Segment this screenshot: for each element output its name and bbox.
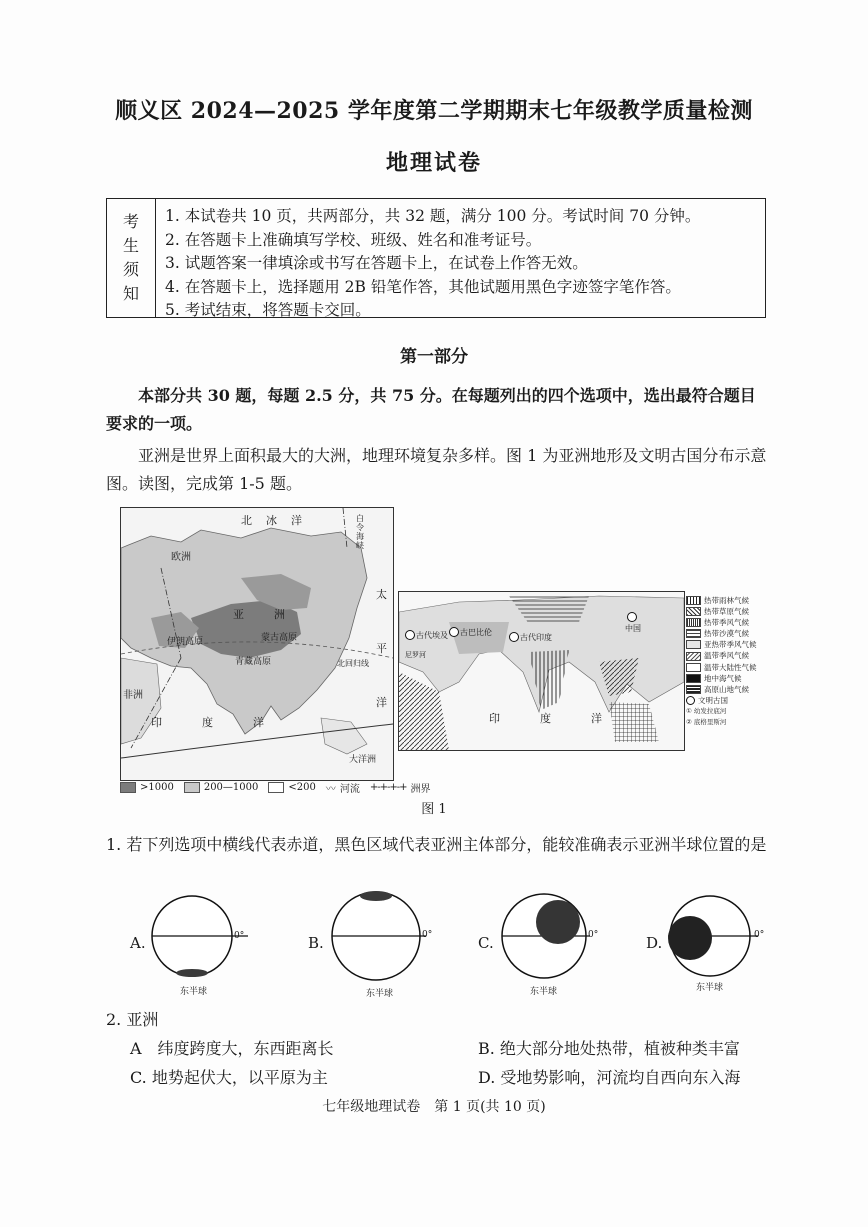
legend-swatch-low — [268, 782, 284, 793]
legend-swatch — [686, 596, 701, 605]
option-label: D. — [646, 934, 663, 952]
map-label-nile: 尼罗河 — [405, 651, 426, 659]
map-label-char: 平 — [376, 642, 387, 655]
legend-row — [686, 695, 776, 706]
question-2-option-c[interactable]: C. 地势起伏大，以平原为主 — [130, 1068, 328, 1087]
map-label-char: 洲 — [274, 608, 315, 621]
equator-degree-label: 0° — [234, 931, 245, 941]
globe-icon — [330, 890, 433, 984]
legend-swatch — [686, 607, 701, 616]
notice-heading-char: 知 — [122, 284, 139, 303]
legend-swatch — [686, 685, 701, 694]
map-label-char: 北 — [241, 514, 266, 527]
legend-label: ② 底格里斯河 — [686, 718, 727, 727]
map-label-char: 亚 — [233, 608, 274, 621]
legend-label: 洲界 — [410, 784, 431, 795]
equator-degree-label: 0° — [754, 930, 765, 940]
civilization-marker-icon — [627, 612, 637, 622]
legend-swatch — [686, 640, 701, 649]
legend-row — [686, 606, 776, 617]
map-label-oceania: 大洋洲 — [349, 755, 377, 765]
question-2-stem: 2. 亚洲 — [106, 1010, 159, 1029]
question-2-option-a[interactable]: A 纬度跨度大，东西距离长 — [130, 1039, 334, 1058]
asia-terrain-svg — [121, 508, 393, 780]
map-label-tropic-of-cancer: 北回归线 — [337, 659, 369, 668]
climate-map-svg — [399, 592, 684, 750]
map-label-char: 度 — [202, 716, 253, 729]
globe-icon — [666, 894, 766, 984]
map-label-char: 度 — [540, 712, 591, 725]
map-label-indian-ocean-right — [489, 710, 642, 726]
legend-row — [686, 595, 776, 606]
equator-degree-label: 0° — [422, 930, 433, 940]
legend-label: 温带大陆性气候 — [704, 662, 757, 672]
map-label-char: 印 — [151, 716, 202, 729]
map-label-asia — [233, 606, 315, 622]
notice-heading-char: 考 — [122, 212, 139, 231]
hemisphere-label: 东半球 — [696, 983, 724, 993]
legend-row — [686, 717, 776, 728]
legend-row — [686, 662, 776, 673]
hemisphere-label: 东半球 — [366, 989, 394, 999]
climate-legend — [686, 595, 776, 728]
map-label-ancient-india: 古代印度 — [520, 633, 552, 642]
legend-label: 亚热带季风气候 — [704, 640, 757, 650]
map-label-africa: 非洲 — [123, 690, 143, 701]
map-label-char: 太 — [376, 588, 387, 601]
map-label-ancient-babylon: 古巴比伦 — [460, 628, 492, 637]
river-icon: 〰 — [325, 784, 336, 795]
notice-heading-char: 须 — [122, 260, 139, 279]
legend-label: 热带草原气候 — [704, 607, 749, 617]
asia-terrain-map — [120, 507, 394, 781]
climate-civilization-map — [398, 591, 685, 751]
map-label-tibetan-plateau: 青藏高原 — [235, 657, 272, 667]
legend-label: 文明古国 — [698, 695, 728, 705]
notice-item: 4. 在答题卡上，选择题用 2B 铅笔作答，其他试题用黑色字迹签字笔作答。 — [165, 277, 681, 296]
equator-degree-label: 0° — [588, 930, 599, 940]
map-label-pacific-ocean — [376, 568, 390, 730]
legend-label: 地中海气候 — [704, 673, 742, 683]
map-label-char: 洋 — [376, 696, 387, 709]
map-label-indian-ocean — [151, 714, 304, 730]
legend-row — [686, 706, 776, 717]
terrain-legend — [120, 780, 431, 795]
option-label: A. — [130, 934, 146, 952]
question-1-stem: 1. 若下列选项中横线代表赤道，黑色区域代表亚洲主体部分，能较准确表示亚洲半球位置的是 — [106, 835, 767, 854]
legend-label: 热带沙漠气候 — [704, 629, 749, 639]
legend-label: 河流 — [339, 784, 360, 795]
legend-label: 高原山地气候 — [704, 684, 749, 694]
legend-row — [686, 673, 776, 684]
page-footer: 七年级地理试卷 第 1 页(共 10 页) — [322, 1099, 546, 1115]
legend-label: >1000 — [140, 782, 174, 793]
legend-swatch — [686, 629, 701, 638]
legend-swatch — [686, 674, 701, 683]
page-subtitle: 地理试卷 — [385, 150, 482, 176]
notice-item: 1. 本试卷共 10 页，共两部分，共 32 题，满分 100 分。考试时间 70 分钟。 — [165, 207, 701, 225]
continent-boundary-icon: +-+-+-+ — [369, 782, 407, 793]
question-2-option-b[interactable]: B. 绝大部分地处热带，植被种类丰富 — [478, 1039, 740, 1058]
map-label-bering-strait: 白令海峡 — [356, 514, 364, 550]
question-1-option-c[interactable] — [478, 892, 608, 997]
legend-label: 热带季风气候 — [704, 618, 749, 628]
legend-swatch — [686, 618, 701, 627]
map-label-europe: 欧洲 — [171, 552, 191, 563]
legend-label: ① 幼发拉底河 — [686, 706, 727, 715]
option-label: C. — [478, 934, 494, 952]
notice-heading — [107, 199, 156, 317]
map-label-arctic-ocean — [241, 512, 316, 528]
map-label-ancient-egypt: 古代埃及 — [416, 631, 448, 640]
legend-row — [686, 617, 776, 628]
notice-heading-char: 生 — [122, 236, 139, 255]
legend-row — [686, 639, 776, 650]
question-context: 亚洲是世界上面积最大的大洲，地理环境复杂多样。图 1 为亚洲地形及文明古国分布示意图。读图，完成第 1-5 题。 — [106, 446, 767, 493]
civilization-marker-icon — [449, 627, 459, 637]
legend-label: <200 — [288, 782, 316, 793]
map-label-char: 印 — [489, 712, 540, 725]
question-1-option-d[interactable] — [646, 894, 776, 994]
question-2-option-d[interactable]: D. 受地势影响，河流均自西向东入海 — [478, 1068, 741, 1087]
section-heading: 第一部分 — [400, 347, 468, 367]
legend-row — [686, 684, 776, 695]
legend-swatch-mid — [184, 782, 200, 793]
map-label-mongolian-plateau: 蒙古高原 — [261, 633, 298, 643]
notice-item: 5. 考试结束，将答题卡交回。 — [165, 301, 371, 319]
notice-list — [165, 205, 700, 323]
map-label-char: 洋 — [253, 716, 304, 729]
globe-icon — [500, 892, 600, 984]
notice-item: 2. 在答题卡上准确填写学校、班级、姓名和准考证号。 — [165, 230, 542, 249]
exam-notice-box — [106, 198, 766, 318]
option-label: B. — [308, 934, 324, 952]
hemisphere-label: 东半球 — [530, 987, 558, 997]
civilization-marker-icon — [686, 696, 695, 705]
map-label-china: 中国 — [625, 624, 641, 633]
legend-row — [686, 628, 776, 639]
legend-label: 温带季风气候 — [704, 651, 749, 661]
civilization-marker-icon — [509, 632, 519, 642]
notice-item: 3. 试题答案一律填涂或书写在答题卡上，在试卷上作答无效。 — [165, 254, 588, 272]
question-1-option-b[interactable] — [308, 890, 438, 999]
page-title: 顺义区 2024—2025 学年度第二学期期末七年级教学质量检测 — [115, 98, 753, 124]
legend-label: 200—1000 — [203, 782, 259, 793]
hemisphere-label: 东半球 — [180, 987, 208, 997]
legend-swatch-high — [120, 782, 136, 793]
civilization-marker-icon — [405, 630, 415, 640]
map-label-iranian-plateau: 伊朗高原 — [167, 637, 204, 647]
map-label-char: 冰 — [266, 514, 291, 527]
question-1-option-a[interactable] — [130, 894, 260, 997]
legend-swatch — [686, 652, 701, 661]
map-label-char: 洋 — [291, 514, 316, 527]
legend-label: 热带雨林气候 — [704, 596, 749, 605]
section-instructions: 本部分共 30 题，每题 2.5 分，共 75 分。在每题列出的四个选项中，选出最符合题目要求的一项。 — [106, 386, 756, 433]
figure-caption: 图 1 — [421, 802, 447, 817]
legend-row — [686, 650, 776, 661]
map-label-char: 洋 — [591, 712, 642, 725]
legend-swatch — [686, 663, 701, 672]
